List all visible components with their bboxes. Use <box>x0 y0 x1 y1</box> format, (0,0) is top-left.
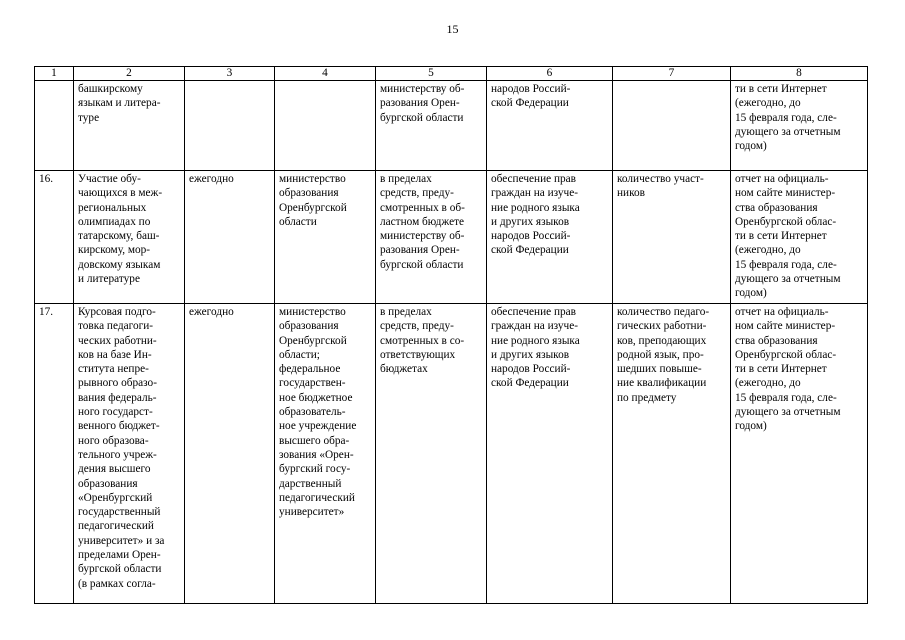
table-row-17 <box>35 304 868 604</box>
column-header: 7 <box>613 67 731 81</box>
report-form-cell: отчет на официаль- ном сайте министер- ства образования Оренбургской облас- ти в сети Интернет (ежегодно, до 15 февраля года, сле- дующего за отчетным годом) <box>731 304 868 604</box>
indicator-cell <box>613 81 731 171</box>
page-number: 15 <box>446 22 459 36</box>
deadline-cell <box>185 81 275 171</box>
measure-name-cell: Курсовая подго- товка педагоги- ческих работни- ков на базе Ин- ститута непре- рывного образо- вания федераль- ного государст- венного бюджет- ного образова- тельного учреж- дения высшего образования «Оренбургский государственный педагогический университет» и за пределами Орен- бургской области (в рамках согла- <box>74 304 185 604</box>
measure-name-cell: Участие обу- чающихся в меж- региональных олимпиадах по татарскому, баш- кирскому, мор- довскому языкам и литературе <box>74 171 185 304</box>
column-header: 6 <box>487 67 613 81</box>
deadline-cell: ежегодно <box>185 171 275 304</box>
deadline-cell: ежегодно <box>185 304 275 604</box>
expected-result-cell: обеспечение прав граждан на изуче- ние родного языка и других языков народов Россий- ской Федерации <box>487 304 613 604</box>
row-number-cell: 16. <box>35 171 74 304</box>
funding-cell: в пределах средств, преду- смотренных в со- ответствующих бюджетах <box>376 304 487 604</box>
measures-table <box>34 66 868 604</box>
executor-cell: министерство образования Оренбургской области; федеральное государствен- ное бюджетное образователь- ное учреждение высшего обра- зования «Орен- бургский госу- дарственный педагогический университет» <box>275 304 376 604</box>
row-number-cell <box>35 81 74 171</box>
executor-cell <box>275 81 376 171</box>
column-header: 5 <box>376 67 487 81</box>
column-header: 2 <box>74 67 185 81</box>
expected-result-cell: обеспечение прав граждан на изуче- ние родного языка и других языков народов Россий- ской Федерации <box>487 171 613 304</box>
column-header: 1 <box>35 67 74 81</box>
column-header: 8 <box>731 67 868 81</box>
funding-cell: министерству об- разования Орен- бургской области <box>376 81 487 171</box>
report-form-cell: ти в сети Интернет (ежегодно, до 15 февраля года, сле- дующего за отчетным годом) <box>731 81 868 171</box>
funding-cell: в пределах средств, преду- смотренных в об- ластном бюджете министерству об- разования Орен- бургской области <box>376 171 487 304</box>
table-row-continuation <box>35 81 868 171</box>
indicator-cell: количество педаго- гических работни- ков, преподающих родной язык, про- шедших повыше- ние квалификации по предмету <box>613 304 731 604</box>
table-row-16 <box>35 171 868 304</box>
expected-result-cell: народов Россий- ской Федерации <box>487 81 613 171</box>
executor-cell: министерство образования Оренбургской области <box>275 171 376 304</box>
row-number-cell: 17. <box>35 304 74 604</box>
measure-name-cell: башкирскому языкам и литера- туре <box>74 81 185 171</box>
column-header: 4 <box>275 67 376 81</box>
column-header: 3 <box>185 67 275 81</box>
report-form-cell: отчет на официаль- ном сайте министер- ства образования Оренбургской облас- ти в сети Интернет (ежегодно, до 15 февраля года, сле- дующего за отчетным годом) <box>731 171 868 304</box>
header-row <box>35 67 868 81</box>
indicator-cell: количество участ- ников <box>613 171 731 304</box>
